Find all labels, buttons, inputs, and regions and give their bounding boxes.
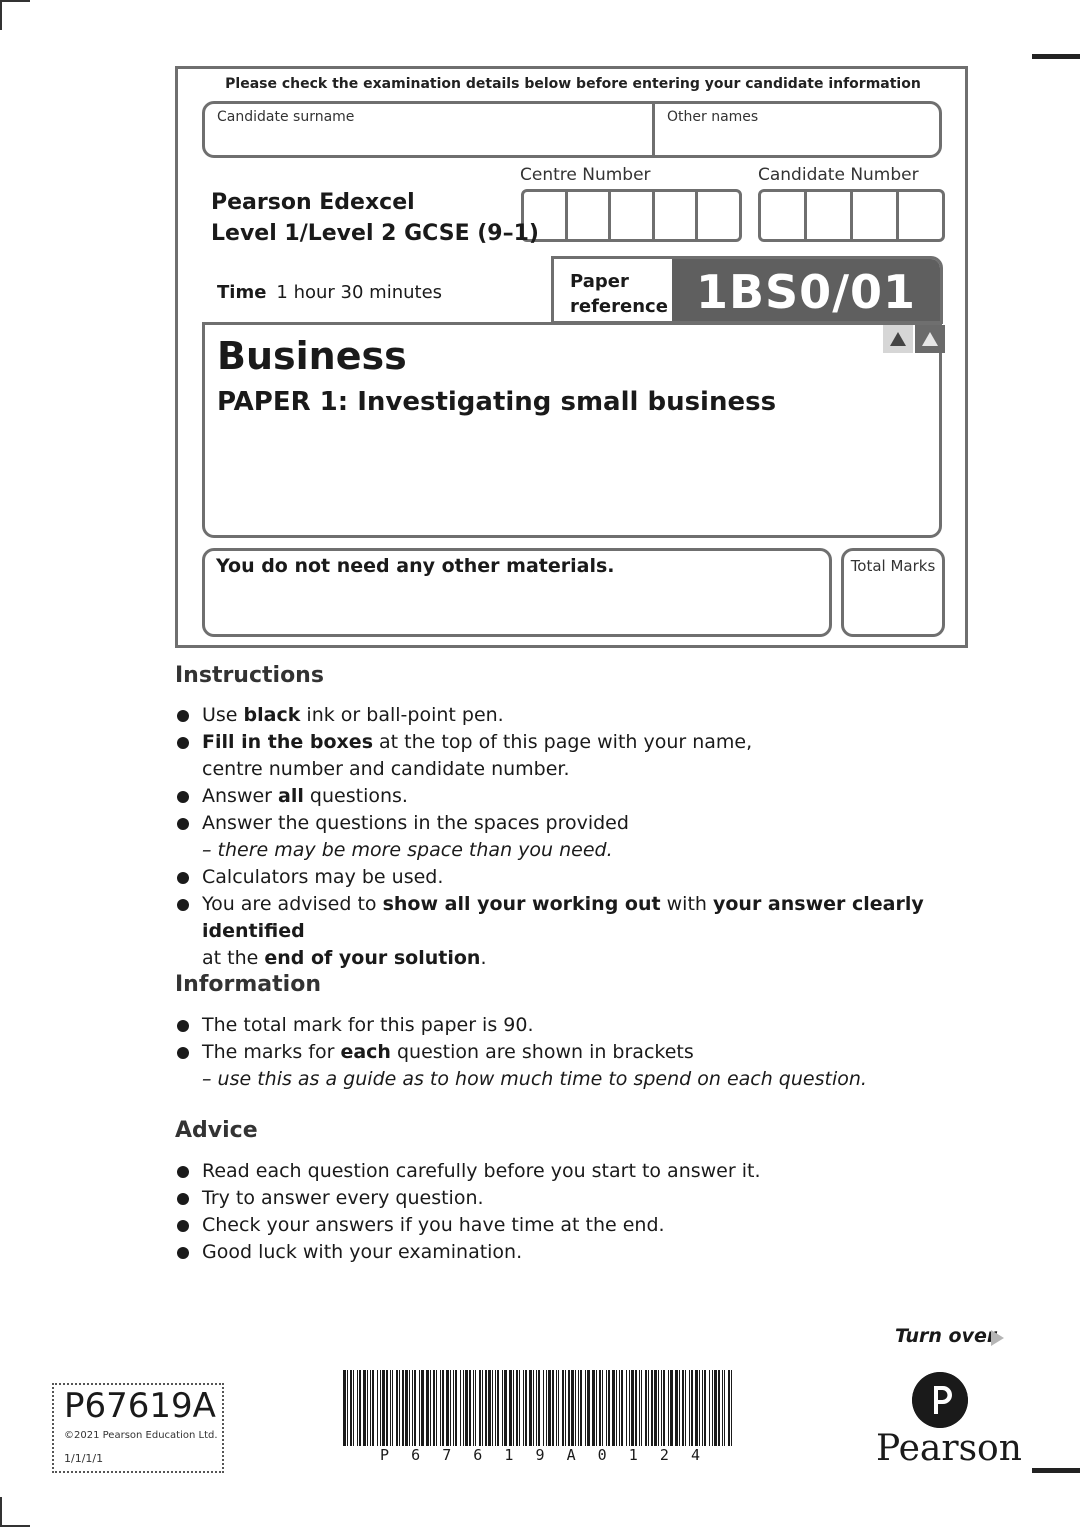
list-item: Calculators may be used.: [175, 864, 975, 891]
candidate-number-boxes[interactable]: [758, 189, 945, 242]
paper-ref-label-line: Paper: [570, 271, 629, 292]
barcode-icon: [343, 1370, 735, 1446]
list-item: Answer the questions in the spaces provided: [175, 810, 975, 837]
list-item: Check your answers if you have time at the end.: [175, 1212, 975, 1239]
information-heading: Information: [175, 972, 321, 997]
digit-box[interactable]: [899, 192, 942, 239]
digit-box[interactable]: [611, 192, 655, 239]
other-names-label: Other names: [667, 109, 759, 125]
barcode-digit: 2: [659, 1446, 669, 1464]
paper-ref-label: [554, 259, 672, 321]
crop-mark: [0, 0, 2, 30]
barcode-digit: 6: [473, 1446, 483, 1464]
list-item: The marks for each question are shown in brackets: [175, 1039, 975, 1066]
barcode-digit: 1: [504, 1446, 514, 1464]
centre-number-label: Centre Number: [520, 165, 651, 185]
instructions-list: [175, 702, 975, 972]
materials-text: You do not need any other materials.: [216, 555, 615, 577]
list-item: Good luck with your examination.: [175, 1239, 975, 1266]
list-item: You are advised to show all your working out with your answer clearly identified: [175, 891, 975, 945]
crop-mark: [0, 0, 30, 2]
information-list: [175, 1012, 975, 1093]
turn-over-arrow-icon: [991, 1330, 1004, 1346]
up-arrow-icon: [915, 325, 945, 353]
barcode-digits: [380, 1446, 700, 1464]
list-item: Use black ink or ball-point pen.: [175, 702, 975, 729]
digit-box[interactable]: [698, 192, 739, 239]
barcode-digit: 6: [411, 1446, 421, 1464]
paper-ref-label-line: reference: [570, 296, 668, 317]
exam-board: [211, 187, 539, 249]
barcode-digit: P: [380, 1446, 390, 1464]
digit-box[interactable]: [853, 192, 899, 239]
list-item: – use this as a guide as to how much time to spend on each question.: [202, 1068, 867, 1090]
list-item: Fill in the boxes at the top of this page with your name,: [175, 729, 975, 756]
digit-box[interactable]: [568, 192, 612, 239]
list-item: Read each question carefully before you start to answer it.: [175, 1158, 975, 1185]
surname-label: Candidate surname: [217, 109, 355, 125]
advice-heading: Advice: [175, 1118, 258, 1143]
subject-title: Business: [217, 334, 407, 378]
board-name: Pearson Edexcel: [211, 190, 415, 215]
time-label: Time: [217, 282, 267, 303]
list-item: – there may be more space than you need.: [202, 839, 613, 861]
barcode-digit: 4: [690, 1446, 700, 1464]
name-divider: [652, 103, 655, 156]
barcode-digit: 7: [442, 1446, 452, 1464]
paper-code: P67619A: [64, 1386, 216, 1426]
check-note: Please check the examination details below before entering your candidate information: [225, 76, 921, 92]
centre-number-boxes[interactable]: [521, 189, 742, 242]
crop-mark: [0, 1497, 2, 1527]
barcode-digit: 0: [597, 1446, 607, 1464]
barcode-digit: A: [566, 1446, 576, 1464]
up-arrow-icon: [883, 325, 913, 353]
instructions-heading: Instructions: [175, 663, 324, 688]
paper-title: PAPER 1: Investigating small business: [217, 387, 777, 417]
list-item: at the end of your solution.: [202, 947, 487, 969]
list-item: Try to answer every question.: [175, 1185, 975, 1212]
digit-box[interactable]: [761, 192, 807, 239]
qualification-level: Level 1/Level 2 GCSE (9–1): [211, 221, 539, 246]
exam-time: [217, 282, 442, 303]
list-item: The total mark for this paper is 90.: [175, 1012, 975, 1039]
barcode-digit: 1: [628, 1446, 638, 1464]
crop-mark: [1032, 54, 1080, 59]
advice-list: [175, 1158, 975, 1266]
paper-reference: [551, 256, 943, 324]
barcode-digit: 9: [535, 1446, 545, 1464]
digit-box[interactable]: [655, 192, 699, 239]
total-marks-label: Total Marks: [850, 557, 936, 575]
time-value: 1 hour 30 minutes: [276, 282, 443, 303]
candidate-number-label: Candidate Number: [758, 165, 919, 185]
paper-ref-code: 1BS0/01: [672, 259, 940, 321]
turn-over-text: Turn over: [895, 1325, 997, 1347]
list-item: centre number and candidate number.: [202, 758, 570, 780]
tier-arrows: [881, 325, 945, 353]
crop-mark: [1032, 1468, 1080, 1473]
brand-name: Pearson: [876, 1428, 1022, 1469]
digit-box[interactable]: [807, 192, 853, 239]
list-item: Answer all questions.: [175, 783, 975, 810]
pearson-logo-icon: [912, 1372, 968, 1428]
version: 1/1/1/1: [64, 1452, 104, 1465]
copyright: ©2021 Pearson Education Ltd.: [64, 1430, 218, 1441]
